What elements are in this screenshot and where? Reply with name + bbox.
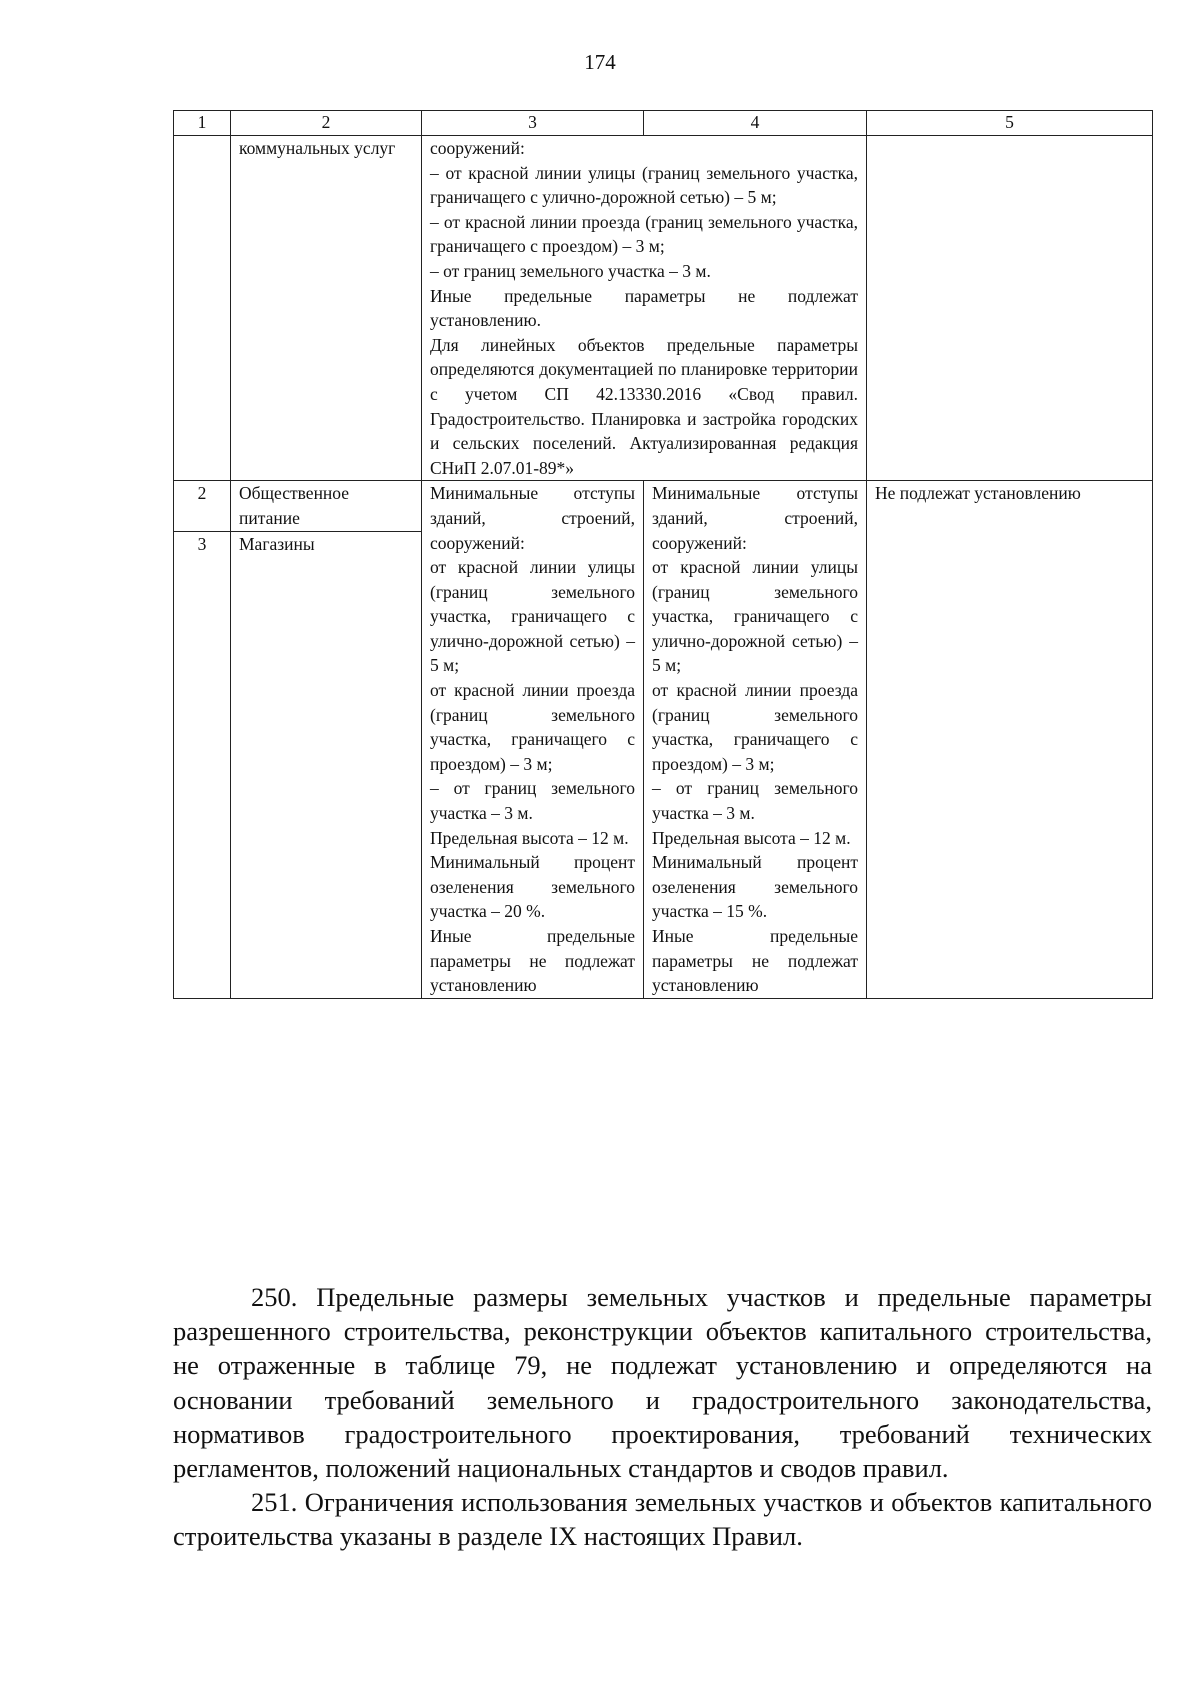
param-line: – от границ земельного участка – 3 м. — [430, 260, 711, 281]
param-line: Для линейных объектов предельные параметры определяются документацией по планировке территории с учетом СП 42.13330.2016 «Свод правил. Градостроительство. Планировка и застройка городских и сельских поселений. Актуализированная редакция СНиП 2.07.01-89*» — [430, 334, 858, 478]
param-line: Минимальные отступы зданий, строений, сооружений: — [652, 483, 858, 553]
param-line: Иные предельные параметры не подлежат установлению. — [430, 285, 858, 331]
col5-cell: Не подлежат установлению — [867, 481, 1153, 998]
param-line: от красной линии проезда (границ земельного участка, граничащего с проездом) – 3 м; — [652, 680, 858, 774]
col4-params-cell — [644, 481, 867, 998]
header-col-1: 1 — [174, 111, 231, 136]
param-line: Иные предельные параметры не подлежат установлению — [652, 926, 858, 996]
param-line: – от границ земельного участка – 3 м. — [430, 778, 635, 824]
row-name: Магазины — [231, 531, 422, 998]
param-line: Предельная высота – 12 м. — [652, 827, 851, 848]
param-line: от красной линии улицы (границ земельного участка, граничащего с улично-дорожной сетью) – 5 м; — [652, 557, 858, 676]
header-col-4: 4 — [644, 111, 867, 136]
param-line: Минимальный процент озеленения земельного участка – 20 %. — [430, 852, 635, 922]
param-line: – от красной линии проезда (границ земельного участка, граничащего с проездом) – 3 м; — [430, 211, 858, 257]
table-row — [174, 136, 1153, 481]
param-line: – от красной линии улицы (границ земельного участка, граничащего с улично-дорожной сетью) – 5 м; — [430, 162, 858, 208]
params-cell — [422, 136, 867, 481]
param-line: Минимальные отступы зданий, строений, сооружений: — [430, 483, 635, 553]
paragraph-250: 250. Предельные размеры земельных участков и предельные параметры разрешенного строительства, реконструкции объектов капитального строительства, не отраженные в таблице 79, не подлежат установлению и определяются на основании требований земельного и градостроительного законодательства, нормативов градостроительного проектирования, требований технических регламентов, положений национальных стандартов и сводов правил. — [173, 1282, 1152, 1484]
row-name: Общественное питание — [231, 481, 422, 531]
row-number: 3 — [174, 531, 231, 998]
param-line: сооружений: — [430, 138, 525, 158]
header-col-2: 2 — [231, 111, 422, 136]
header-col-3: 3 — [422, 111, 644, 136]
param-line: от красной линии проезда (границ земельного участка, граничащего с проездом) – 3 м; — [430, 680, 635, 774]
page-number: 174 — [584, 50, 616, 74]
col3-params-cell — [422, 481, 644, 998]
table-row — [174, 481, 1153, 531]
col5-cell — [867, 136, 1153, 481]
header-col-5: 5 — [867, 111, 1153, 136]
param-line: Предельная высота – 12 м. — [430, 827, 629, 848]
param-line: от красной линии улицы (границ земельного участка, граничащего с улично-дорожной сетью) – 5 м; — [430, 557, 635, 676]
row-name: коммунальных услуг — [231, 136, 422, 481]
regulation-table — [173, 110, 1153, 999]
row-number — [174, 136, 231, 481]
main-text — [173, 1280, 1152, 1554]
param-line: Иные предельные параметры не подлежат установлению — [430, 926, 635, 996]
param-line: – от границ земельного участка – 3 м. — [652, 778, 858, 824]
table-header-row — [174, 111, 1153, 136]
paragraph-251: 251. Ограничения использования земельных участков и объектов капитального строительства указаны в разделе IX настоящих Правил. — [173, 1487, 1152, 1552]
param-line: Минимальный процент озеленения земельного участка – 15 %. — [652, 852, 858, 922]
row-number: 2 — [174, 481, 231, 531]
